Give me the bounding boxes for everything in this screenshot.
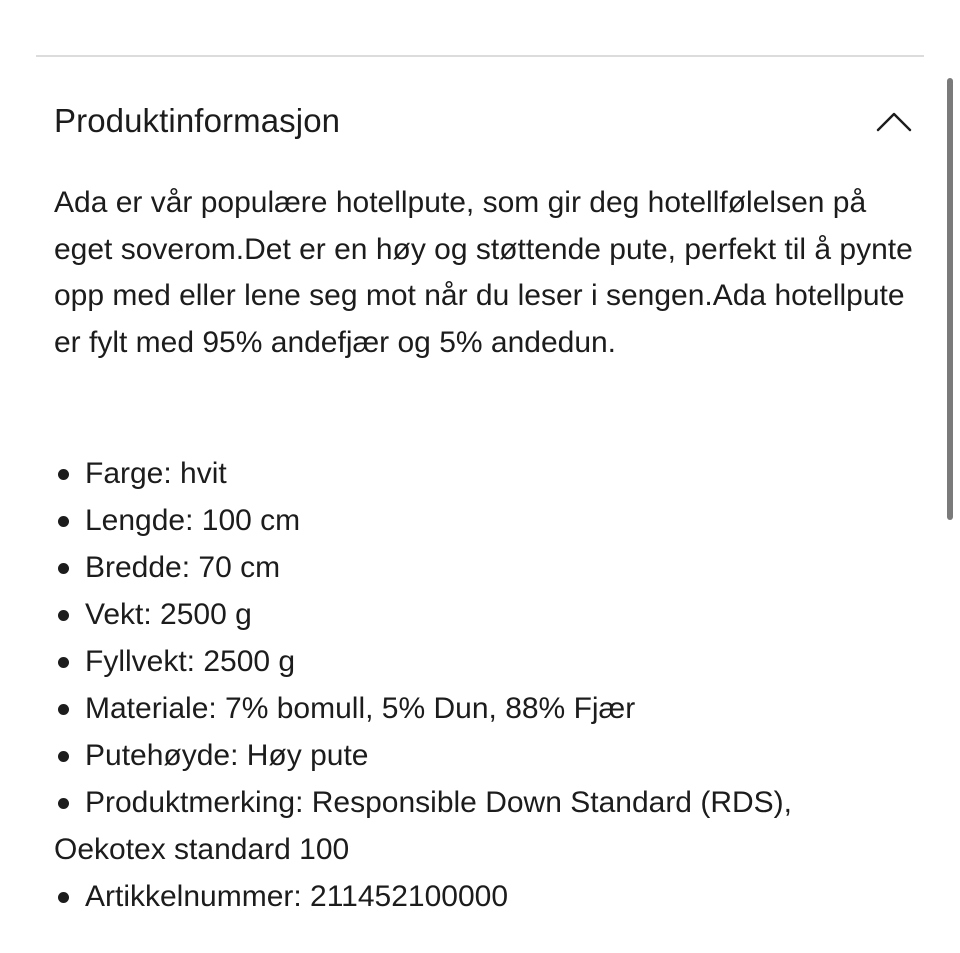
bullet-icon bbox=[58, 657, 69, 668]
bullet-icon bbox=[58, 751, 69, 762]
spec-item-vekt: Vekt: 2500 g bbox=[54, 591, 914, 638]
spec-item-lengde: Lengde: 100 cm bbox=[54, 497, 914, 544]
accordion-content bbox=[54, 180, 914, 913]
bullet-icon bbox=[58, 704, 69, 715]
bullet-icon bbox=[58, 516, 69, 527]
scrollbar-thumb[interactable] bbox=[947, 78, 953, 520]
spec-item-fyllvekt: Fyllvekt: 2500 g bbox=[54, 638, 914, 685]
accordion-title: Produktinformasjon bbox=[54, 102, 341, 139]
section-divider bbox=[36, 55, 924, 57]
bullet-icon bbox=[58, 610, 69, 621]
spec-item-materiale: Materiale: 7% bomull, 5% Dun, 88% Fjær bbox=[54, 685, 914, 732]
chevron-up-icon[interactable] bbox=[874, 106, 914, 136]
product-description: Ada er vår populære hotellpute, som gir deg hotellfølelsen på eget soverom.Det er en høy og støttende pute, perfekt til å pynte opp med eller lene seg mot når du leser i sengen.Ada hotellpute er fylt med 95% andefjær og 5% andedun. bbox=[54, 186, 913, 359]
accordion-header-produktinformasjon[interactable] bbox=[54, 96, 920, 146]
bullet-icon bbox=[58, 892, 69, 903]
spec-item-farge: Farge: hvit bbox=[54, 450, 914, 497]
spec-item-produktmerking: Produktmerking: Responsible Down Standard (RDS), bbox=[54, 779, 914, 826]
bullet-icon bbox=[58, 798, 69, 809]
spec-list bbox=[54, 450, 914, 920]
bullet-icon bbox=[58, 469, 69, 480]
spec-item-bredde: Bredde: 70 cm bbox=[54, 544, 914, 591]
spec-item-putehoyde: Putehøyde: Høy pute bbox=[54, 732, 914, 779]
spec-item-artikkelnummer: Artikkelnummer: 211452100000 bbox=[54, 873, 914, 920]
bullet-icon bbox=[58, 563, 69, 574]
spec-item-produktmerking-continuation: Oekotex standard 100 bbox=[54, 833, 350, 866]
